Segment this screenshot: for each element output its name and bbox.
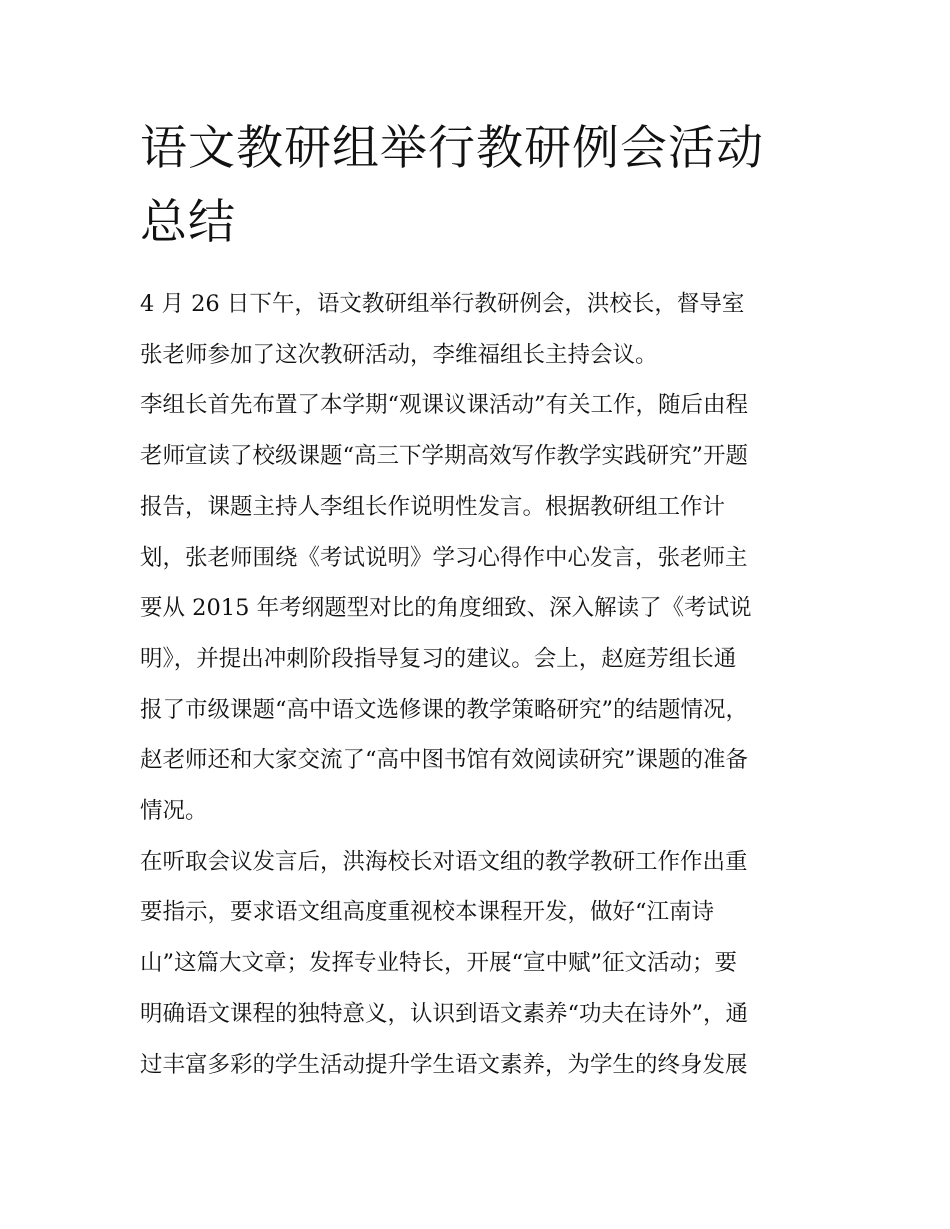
text-line: 李组长首先布置了本学期“观课议课活动”有关工作，随后由程 <box>140 392 749 419</box>
text-line: 要从 2015 年考纲题型对比的角度细致、深入解读了《考试说 <box>140 595 752 622</box>
text-line: 在听取会议发言后，洪海校长对语文组的教学教研工作作出重 <box>140 848 748 875</box>
text-line: 要指示，要求语文组高度重视校本课程开发，做好“江南诗 <box>140 899 715 926</box>
text-line: 山”这篇大文章；发挥专业特长，开展“宣中赋”征文活动；要 <box>140 950 738 977</box>
text-line: 明确语文课程的独特意义，认识到语文素养“功夫在诗外”，通 <box>140 1000 749 1027</box>
paragraph-meeting-intro <box>140 279 812 380</box>
document-title <box>140 112 812 260</box>
title-line: 总结 <box>140 195 236 250</box>
text-line: 张老师参加了这次教研活动，李维福组长主持会议。 <box>140 341 658 368</box>
text-line: 情况。 <box>140 798 208 825</box>
title-line: 语文教研组举行教研例会活动 <box>140 121 764 176</box>
text-line: 报了市级课题“高中语文选修课的教学策略研究”的结题情况， <box>140 696 749 723</box>
text-line: 报告，课题主持人李组长作说明性发言。根据教研组工作计 <box>140 493 726 520</box>
text-line: 划，张老师围绕《考试说明》学习心得作中心发言，张老师主 <box>140 544 748 571</box>
text-line: 明》，并提出冲刺阶段指导复习的建议。会上，赵庭芳组长通 <box>140 645 737 672</box>
text-line: 老师宣读了校级课题“高三下学期高效写作教学实践研究”开题 <box>140 443 749 470</box>
paragraph-principal-instructions <box>140 837 812 1091</box>
text-line: 赵老师还和大家交流了“高中图书馆有效阅读研究”课题的准备 <box>140 747 749 774</box>
text-line: 4 月 26 日下午，语文教研组举行教研例会，洪校长，督导室 <box>140 291 745 317</box>
document-body <box>140 112 812 1090</box>
text-line: 过丰富多彩的学生活动提升学生语文素养，为学生的终身发展 <box>140 1051 748 1078</box>
paragraph-meeting-content <box>140 380 812 836</box>
